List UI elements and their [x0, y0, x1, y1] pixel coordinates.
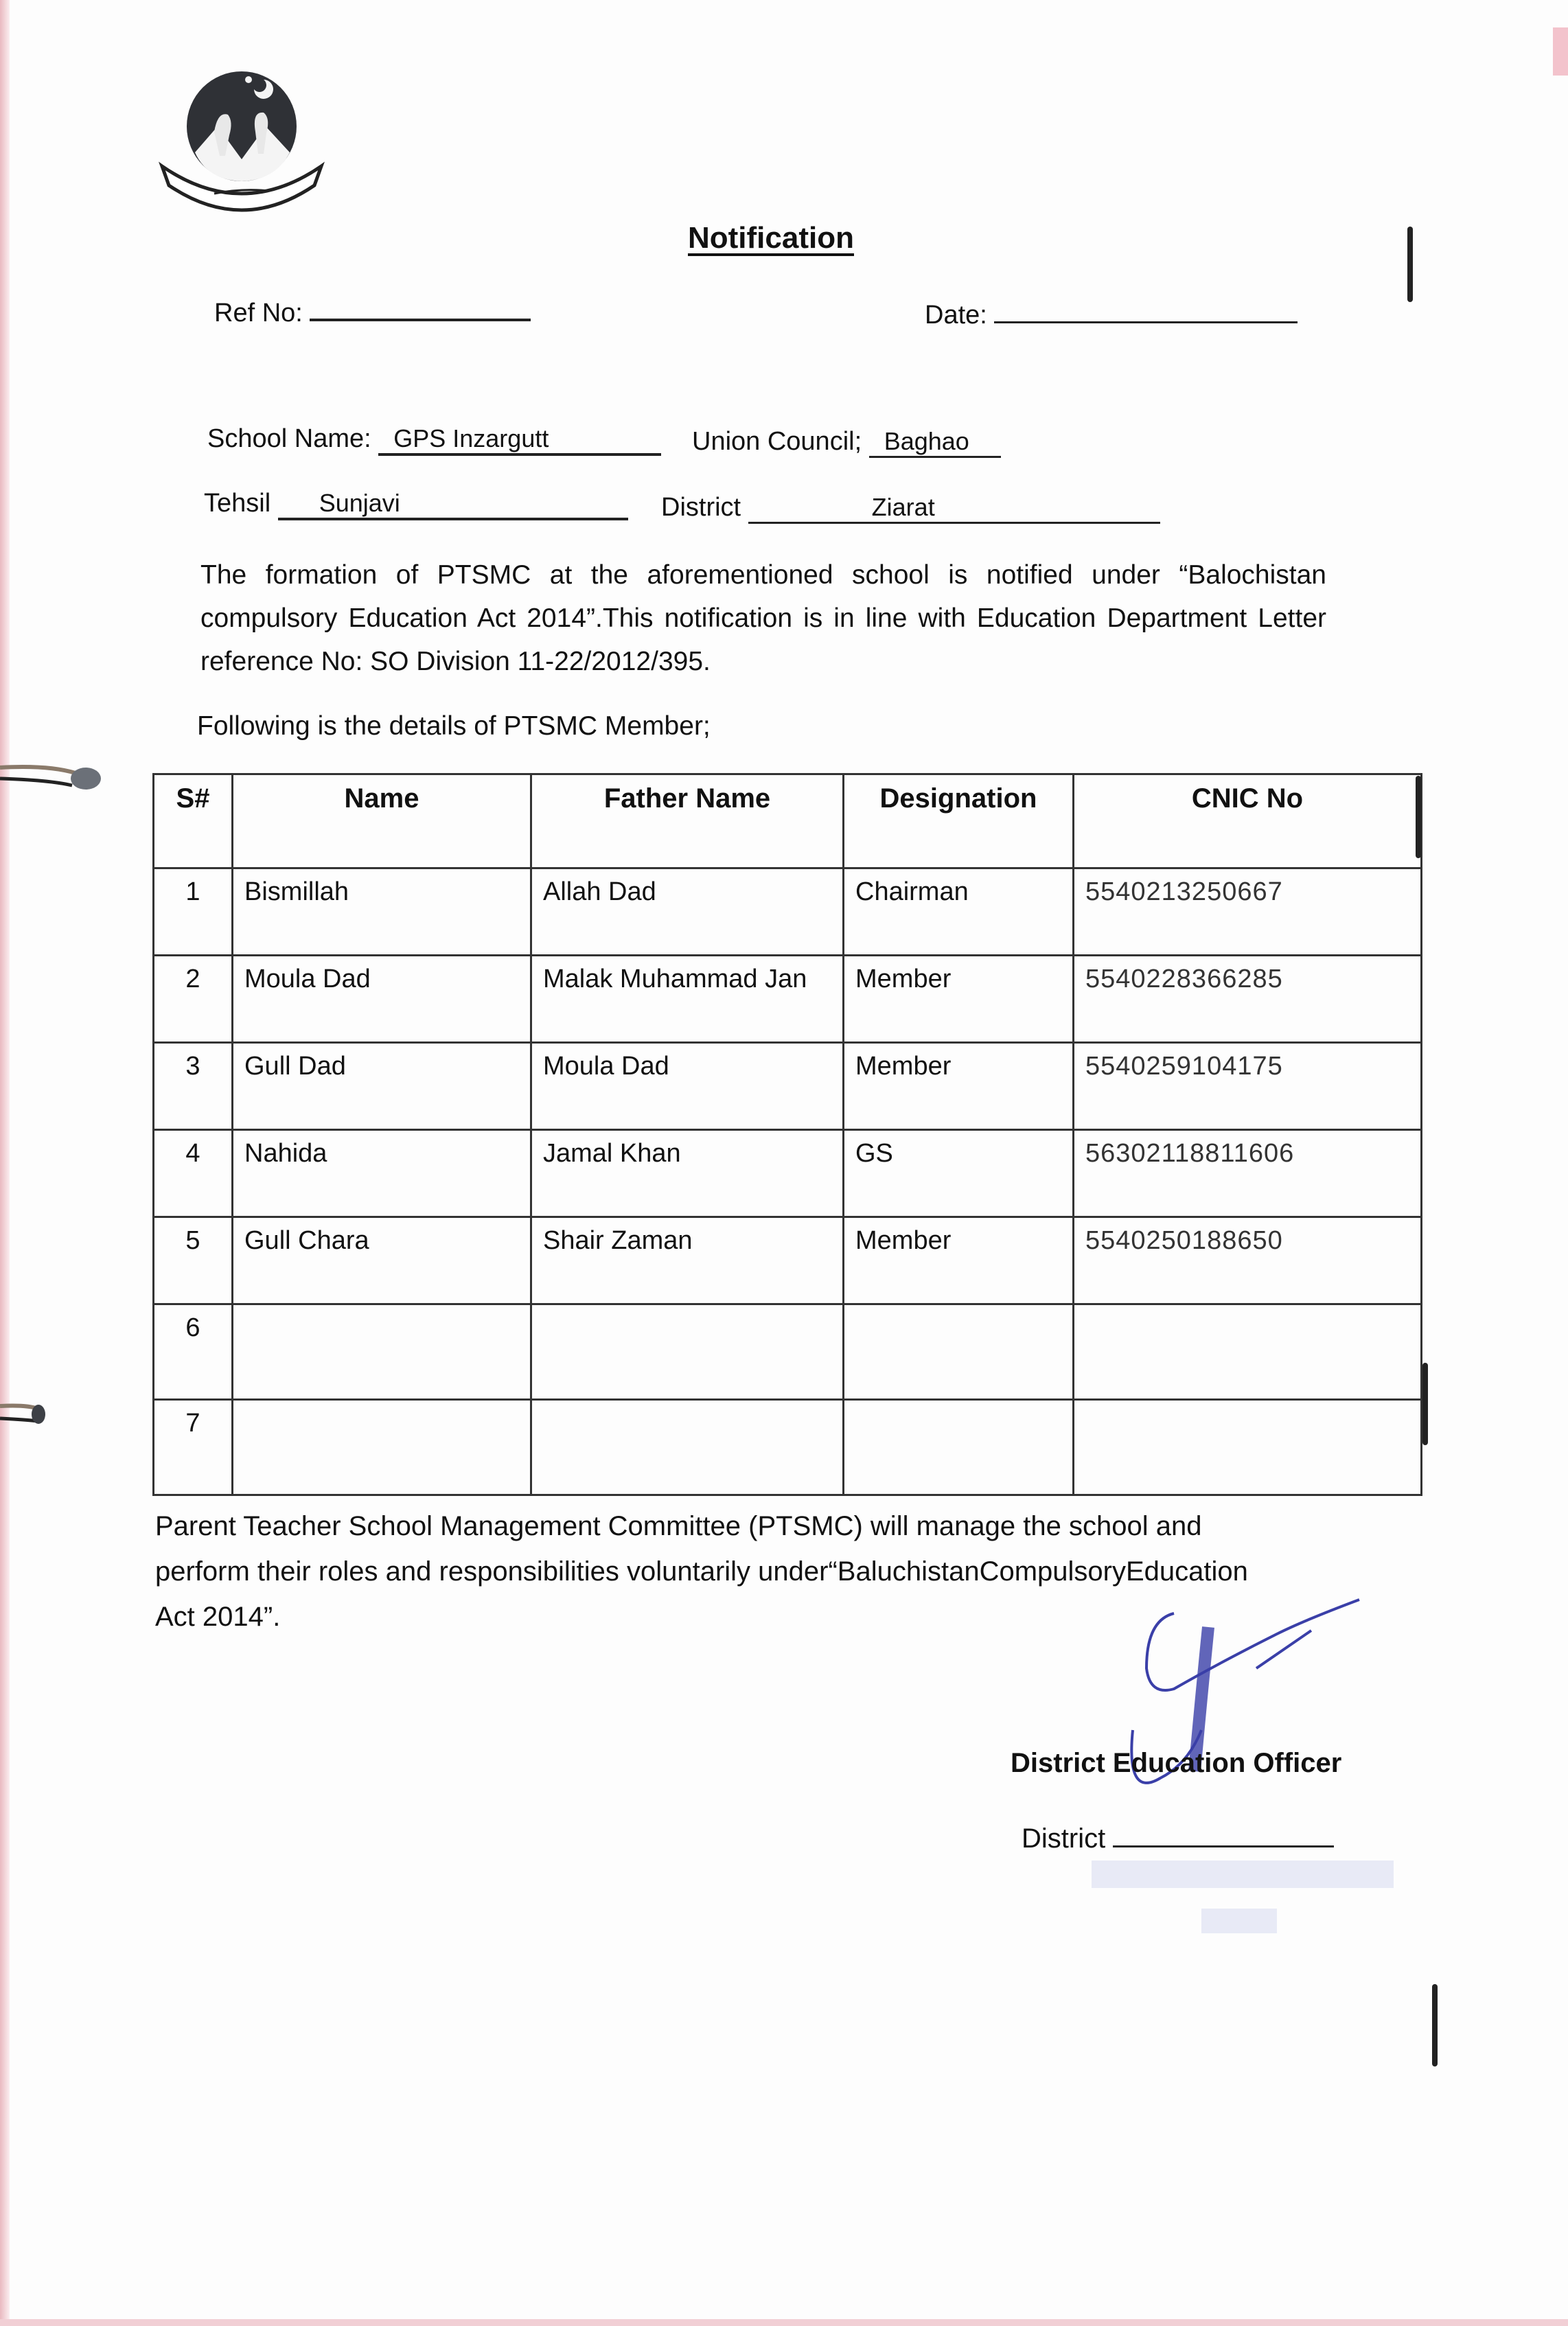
table-row: [154, 1043, 1422, 1130]
header-father-name: Father Name: [531, 774, 844, 868]
table-header-row: [154, 774, 1422, 868]
cell-sn: 1: [154, 868, 233, 956]
cell-cnic: 56302118811606: [1074, 1130, 1422, 1217]
table-row: [154, 1130, 1422, 1217]
cell-cnic: [1074, 1400, 1422, 1495]
closing-line-2: perform their roles and responsibilities voluntarily under“BaluchistanCompulsoryEducation: [155, 1556, 1248, 1587]
union-council-label: Union Council;: [692, 427, 862, 456]
cell-name: Nahida: [233, 1130, 531, 1217]
faded-stamp-image: [1085, 1847, 1400, 1943]
cell-designation: [844, 1400, 1074, 1495]
cell-designation: Member: [844, 1043, 1074, 1130]
cell-cnic: 5540213250667: [1074, 868, 1422, 956]
date-label: Date:: [925, 301, 987, 330]
cell-name: Gull Dad: [233, 1043, 531, 1130]
cell-father-name: Jamal Khan: [531, 1130, 844, 1217]
school-name-value: GPS Inzargutt: [378, 424, 661, 456]
cell-father-name: Shair Zaman: [531, 1217, 844, 1304]
scan-mark: [1416, 776, 1421, 858]
table-row: [154, 1304, 1422, 1400]
district-field: [661, 493, 1160, 524]
cell-sn: 4: [154, 1130, 233, 1217]
ref-no-field: [214, 294, 531, 328]
table-row: [154, 1217, 1422, 1304]
district-label: District: [661, 493, 741, 522]
balochistan-emblem-logo: [152, 63, 331, 214]
ref-no-value: [310, 294, 531, 321]
cell-designation: Member: [844, 956, 1074, 1043]
cell-father-name: [531, 1400, 844, 1495]
scan-mark: [1422, 1363, 1428, 1445]
cell-name: Gull Chara: [233, 1217, 531, 1304]
cell-father-name: Malak Muhammad Jan: [531, 956, 844, 1043]
cell-name: [233, 1304, 531, 1400]
cell-cnic: 5540250188650: [1074, 1217, 1422, 1304]
officer-district-value: [1113, 1821, 1334, 1847]
page-edge-left: [0, 0, 10, 2326]
cell-designation: [844, 1304, 1074, 1400]
table-row: [154, 956, 1422, 1043]
header-designation: Designation: [844, 774, 1074, 868]
intro-paragraph: The formation of PTSMC at the aforementioned school is notified under “Balochistan compulsory Education Act 2014”.This notification is in line with Education Department Letter reference No: SO Division 11-22/2012/395.: [200, 560, 1326, 676]
cell-father-name: Moula Dad: [531, 1043, 844, 1130]
district-value: Ziarat: [748, 493, 1160, 524]
cell-designation: Chairman: [844, 868, 1074, 956]
binder-ring-icon: [0, 1392, 48, 1433]
cell-designation: Member: [844, 1217, 1074, 1304]
school-name-field: [207, 424, 661, 456]
cell-cnic: 5540259104175: [1074, 1043, 1422, 1130]
tehsil-field: [204, 489, 628, 520]
date-value: [994, 297, 1298, 323]
closing-line-3: Act 2014”.: [155, 1602, 281, 1632]
table-row: [154, 868, 1422, 956]
union-council-field: [692, 427, 1001, 458]
page-title: Notification: [688, 221, 854, 255]
header-name: Name: [233, 774, 531, 868]
tehsil-value: Sunjavi: [278, 489, 628, 520]
page-edge-bottom: [0, 2319, 1568, 2326]
date-field: [925, 297, 1298, 330]
ref-no-label: Ref No:: [214, 299, 303, 327]
tehsil-label: Tehsil: [204, 489, 271, 518]
table-row: [154, 1400, 1422, 1495]
cell-sn: 2: [154, 956, 233, 1043]
page-edge-right: [1553, 27, 1568, 76]
cell-cnic: [1074, 1304, 1422, 1400]
cell-sn: 5: [154, 1217, 233, 1304]
cell-sn: 3: [154, 1043, 233, 1130]
binder-ring-icon: [0, 755, 103, 796]
header-cnic: CNIC No: [1074, 774, 1422, 868]
scan-mark: [1432, 1984, 1438, 2066]
union-council-value: Baghao: [869, 427, 1001, 458]
members-intro: Following is the details of PTSMC Member;: [197, 711, 711, 741]
cell-name: [233, 1400, 531, 1495]
school-name-label: School Name:: [207, 424, 371, 453]
cell-sn: 7: [154, 1400, 233, 1495]
officer-district-label: District: [1022, 1823, 1106, 1854]
cell-designation: GS: [844, 1130, 1074, 1217]
header-sn: S#: [154, 774, 233, 868]
scan-mark: [1407, 227, 1413, 302]
ptsmc-members-table: [152, 773, 1422, 1496]
cell-sn: 6: [154, 1304, 233, 1400]
closing-line-1: Parent Teacher School Management Committee (PTSMC) will manage the school and: [155, 1511, 1202, 1541]
cell-cnic: 5540228366285: [1074, 956, 1422, 1043]
cell-name: Moula Dad: [233, 956, 531, 1043]
cell-father-name: [531, 1304, 844, 1400]
officer-title: District Education Officer: [1011, 1748, 1342, 1778]
cell-name: Bismillah: [233, 868, 531, 956]
cell-father-name: Allah Dad: [531, 868, 844, 956]
